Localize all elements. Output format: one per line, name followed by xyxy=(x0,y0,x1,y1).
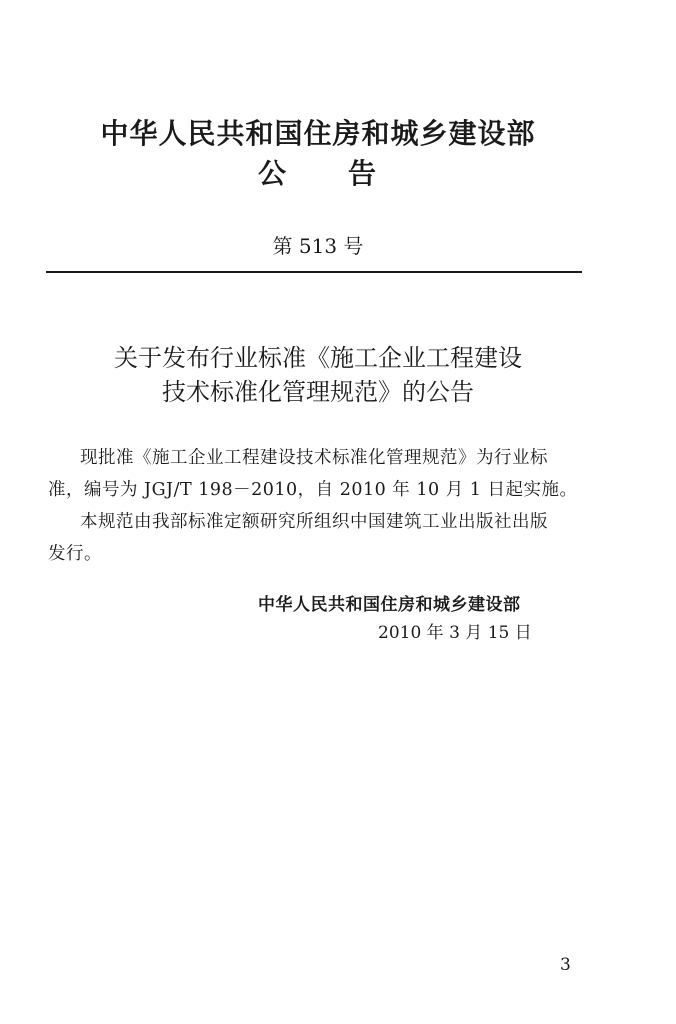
body-paragraph-2-line-1: 本规范由我部标准定额研究所组织中国建筑工业出版社出版 xyxy=(80,512,548,532)
subject-line-2: 技术标准化管理规范》的公告 xyxy=(162,378,474,406)
header-divider xyxy=(46,271,582,273)
ministry-header: 中华人民共和国住房和城乡建设部 xyxy=(100,117,536,150)
issue-date: 2010 年 3 月 15 日 xyxy=(378,623,532,643)
page-number: 3 xyxy=(560,955,571,975)
body-paragraph-1-line-1: 现批准《施工企业工程建设技术标准化管理规范》为行业标 xyxy=(80,448,548,468)
body-paragraph-1-line-2: 准，编号为 JGJ/T 198－2010，自 2010 年 10 月 1 日起实施。 xyxy=(48,480,578,500)
subject-line-1: 关于发布行业标准《施工企业工程建设 xyxy=(114,344,522,372)
notice-number: 第 513 号 xyxy=(272,234,364,258)
body-paragraph-2-line-2: 发行。 xyxy=(48,544,102,564)
issuer-signature: 中华人民共和国住房和城乡建设部 xyxy=(258,595,521,615)
notice-title: 公 告 xyxy=(257,157,378,190)
